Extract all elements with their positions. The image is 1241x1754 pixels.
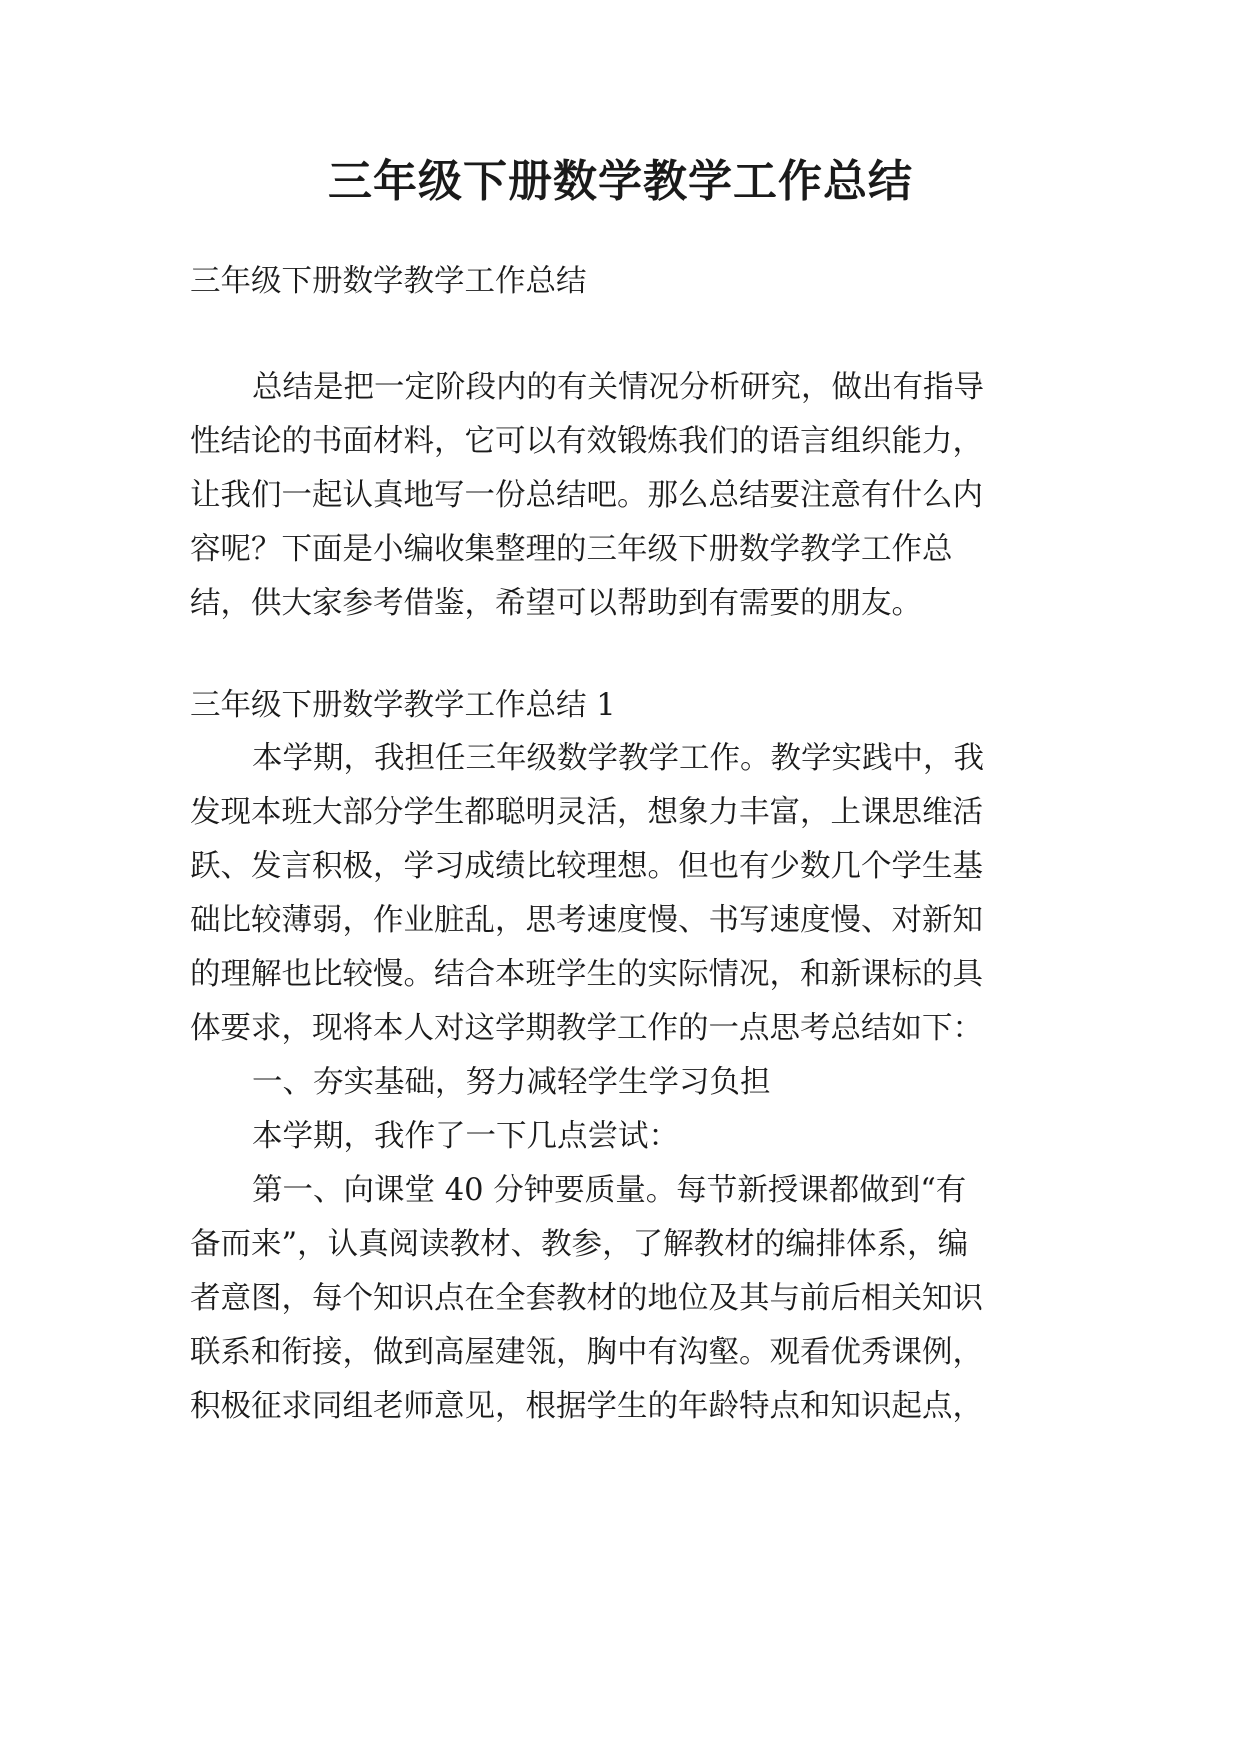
intro-line: 性结论的书面材料，它可以有效锻炼我们的语言组织能力， xyxy=(190,424,983,459)
body-line: 者意图，每个知识点在全套教材的地位及其与前后相关知识 xyxy=(190,1281,983,1316)
section-heading: 三年级下册数学教学工作总结 1 xyxy=(190,688,616,723)
document-subtitle: 三年级下册数学教学工作总结 xyxy=(190,264,587,299)
body-line: 的理解也比较慢。结合本班学生的实际情况，和新课标的具 xyxy=(190,957,983,992)
document-title: 三年级下册数学教学工作总结 xyxy=(328,156,913,207)
body-line: 积极征求同组老师意见，根据学生的年龄特点和知识起点， xyxy=(190,1389,983,1424)
body-line: 联系和衔接，做到高屋建瓴，胸中有沟壑。观看优秀课例， xyxy=(190,1335,983,1370)
body-line: 本学期，我担任三年级数学教学工作。教学实践中，我 xyxy=(252,741,984,776)
intro-line: 总结是把一定阶段内的有关情况分析研究，做出有指导 xyxy=(252,370,984,405)
body-line: 备而来”，认真阅读教材、教参，了解教材的编排体系，编 xyxy=(190,1227,969,1262)
body-line: 本学期，我作了一下几点尝试： xyxy=(252,1119,679,1154)
body-line: 跃、发言积极，学习成绩比较理想。但也有少数几个学生基 xyxy=(190,849,983,884)
intro-line: 容呢？下面是小编收集整理的三年级下册数学教学工作总 xyxy=(190,532,953,567)
body-line: 体要求，现将本人对这学期教学工作的一点思考总结如下： xyxy=(190,1011,983,1046)
body-line: 础比较薄弱，作业脏乱，思考速度慢、书写速度慢、对新知 xyxy=(190,903,983,938)
body-line: 一、夯实基础，努力减轻学生学习负担 xyxy=(252,1065,771,1100)
intro-line: 结，供大家参考借鉴，希望可以帮助到有需要的朋友。 xyxy=(190,586,922,621)
body-line: 发现本班大部分学生都聪明灵活，想象力丰富，上课思维活 xyxy=(190,795,983,830)
intro-line: 让我们一起认真地写一份总结吧。那么总结要注意有什么内 xyxy=(190,478,983,513)
body-line: 第一、向课堂 40 分钟要质量。每节新授课都做到“有 xyxy=(252,1173,967,1208)
